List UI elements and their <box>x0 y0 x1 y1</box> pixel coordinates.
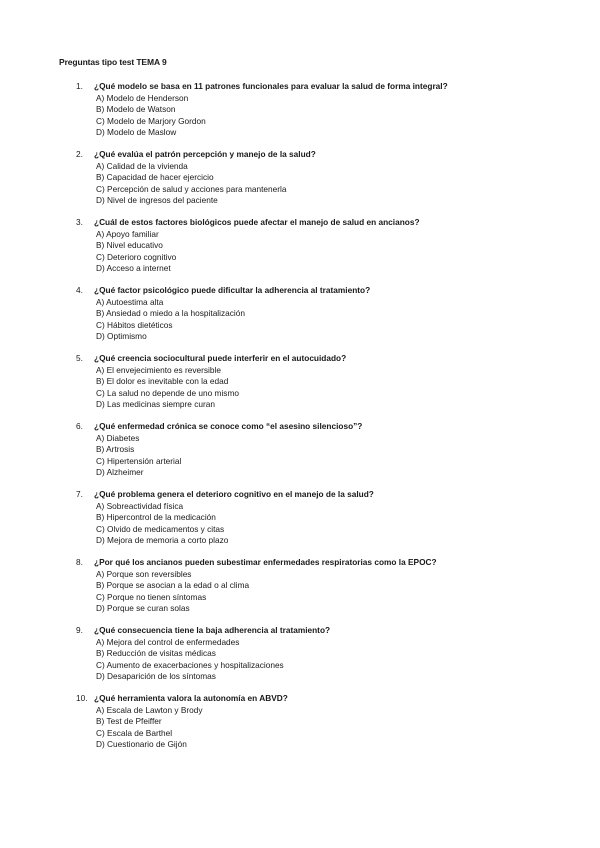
answer-option: A) Diabetes <box>96 432 140 443</box>
answer-option: A) Escala de Lawton y Brody <box>96 704 203 715</box>
question-item <box>0 285 600 353</box>
answer-option: B) Nivel educativo <box>96 240 163 250</box>
answer-option: D) Nivel de ingresos del paciente <box>96 195 218 205</box>
answer-options <box>96 297 245 343</box>
answer-option: D) Optimismo <box>96 331 147 341</box>
question-number: 10. <box>76 693 88 703</box>
answer-option: B) Test de Pfeiffer <box>96 716 162 726</box>
question-item <box>0 81 600 149</box>
answer-options <box>96 433 181 479</box>
question-item <box>0 489 600 557</box>
answer-option: A) Porque son reversibles <box>96 568 192 579</box>
question-item <box>0 217 600 285</box>
answer-option: C) Modelo de Marjory Gordon <box>96 115 206 126</box>
answer-option: A) El envejecimiento es reversible <box>96 364 221 375</box>
answer-options <box>96 161 286 207</box>
answer-options <box>96 569 249 615</box>
question-list <box>0 81 600 761</box>
answer-option: C) Percepción de salud y acciones para mantenerla <box>96 183 287 194</box>
answer-option: B) El dolor es inevitable con la edad <box>96 376 229 386</box>
answer-option: D) Modelo de Maslow <box>96 127 177 137</box>
document-title: Preguntas tipo test TEMA 9 <box>59 57 167 67</box>
question-text: ¿Qué herramienta valora la autonomía en ABVD? <box>94 693 288 703</box>
question-number: 4. <box>76 285 83 295</box>
question-text: ¿Cuál de estos factores biológicos puede afectar el manejo de salud en ancianos? <box>94 217 420 227</box>
answer-option: C) La salud no depende de uno mismo <box>96 387 239 398</box>
question-text: ¿Qué factor psicológico puede dificultar la adherencia al tratamiento? <box>94 285 371 295</box>
question-text: ¿Qué consecuencia tiene la baja adherencia al tratamiento? <box>94 625 331 635</box>
answer-option: A) Modelo de Henderson <box>96 92 189 103</box>
question-number: 3. <box>76 217 83 227</box>
answer-option: D) Cuestionario de Gijón <box>96 739 187 749</box>
question-number: 9. <box>76 625 83 635</box>
answer-option: A) Autoestima alta <box>96 296 164 307</box>
question-number: 1. <box>76 81 83 91</box>
answer-options <box>96 705 203 751</box>
answer-options <box>96 229 176 275</box>
answer-option: D) Acceso a internet <box>96 263 171 273</box>
answer-option: C) Hábitos dietéticos <box>96 319 173 330</box>
answer-options <box>96 93 206 139</box>
question-text: ¿Qué modelo se basa en 11 patrones funcionales para evaluar la salud de forma integral? <box>94 81 448 91</box>
question-text: ¿Qué creencia sociocultural puede interferir en el autocuidado? <box>94 353 347 363</box>
answer-option: D) Porque se curan solas <box>96 603 190 613</box>
question-text: ¿Qué evalúa el patrón percepción y manejo de la salud? <box>94 149 316 159</box>
answer-option: C) Porque no tienen síntomas <box>96 591 207 602</box>
question-item <box>0 557 600 625</box>
question-number: 6. <box>76 421 83 431</box>
question-item <box>0 625 600 693</box>
answer-option: B) Porque se asocian a la edad o al clima <box>96 580 250 590</box>
question-number: 7. <box>76 489 83 499</box>
answer-option: D) Las medicinas siempre curan <box>96 399 215 409</box>
question-number: 2. <box>76 149 83 159</box>
answer-option: B) Capacidad de hacer ejercicio <box>96 172 214 182</box>
answer-option: D) Mejora de memoria a corto plazo <box>96 535 229 545</box>
answer-option: B) Hipercontrol de la medicación <box>96 512 216 522</box>
answer-option: D) Alzheimer <box>96 467 144 477</box>
question-item <box>0 421 600 489</box>
question-text: ¿Por qué los ancianos pueden subestimar enfermedades respiratorias como la EPOC? <box>94 557 437 567</box>
question-item <box>0 149 600 217</box>
question-item <box>0 353 600 421</box>
answer-option: C) Aumento de exacerbaciones y hospitalizaciones <box>96 659 284 670</box>
answer-option: A) Calidad de la vivienda <box>96 160 188 171</box>
answer-option: C) Escala de Barthel <box>96 727 173 738</box>
answer-option: C) Deterioro cognitivo <box>96 251 177 262</box>
answer-option: B) Reducción de visitas médicas <box>96 648 216 658</box>
answer-options <box>96 501 228 547</box>
question-number: 5. <box>76 353 83 363</box>
question-number: 8. <box>76 557 83 567</box>
question-text: ¿Qué enfermedad crónica se conoce como “el asesino silencioso”? <box>94 421 363 431</box>
answer-option: A) Mejora del control de enfermedades <box>96 636 240 647</box>
answer-option: B) Ansiedad o miedo a la hospitalización <box>96 308 245 318</box>
question-text: ¿Qué problema genera el deterioro cognitivo en el manejo de la salud? <box>94 489 374 499</box>
answer-option: B) Artrosis <box>96 444 135 454</box>
answer-option: B) Modelo de Watson <box>96 104 176 114</box>
answer-option: D) Desaparición de los síntomas <box>96 671 216 681</box>
answer-options <box>96 365 239 411</box>
question-item <box>0 693 600 761</box>
answer-options <box>96 637 284 683</box>
answer-option: A) Apoyo familiar <box>96 228 159 239</box>
answer-option: C) Olvido de medicamentos y citas <box>96 523 225 534</box>
answer-option: A) Sobreactividad física <box>96 500 184 511</box>
answer-option: C) Hipertensión arterial <box>96 455 182 466</box>
